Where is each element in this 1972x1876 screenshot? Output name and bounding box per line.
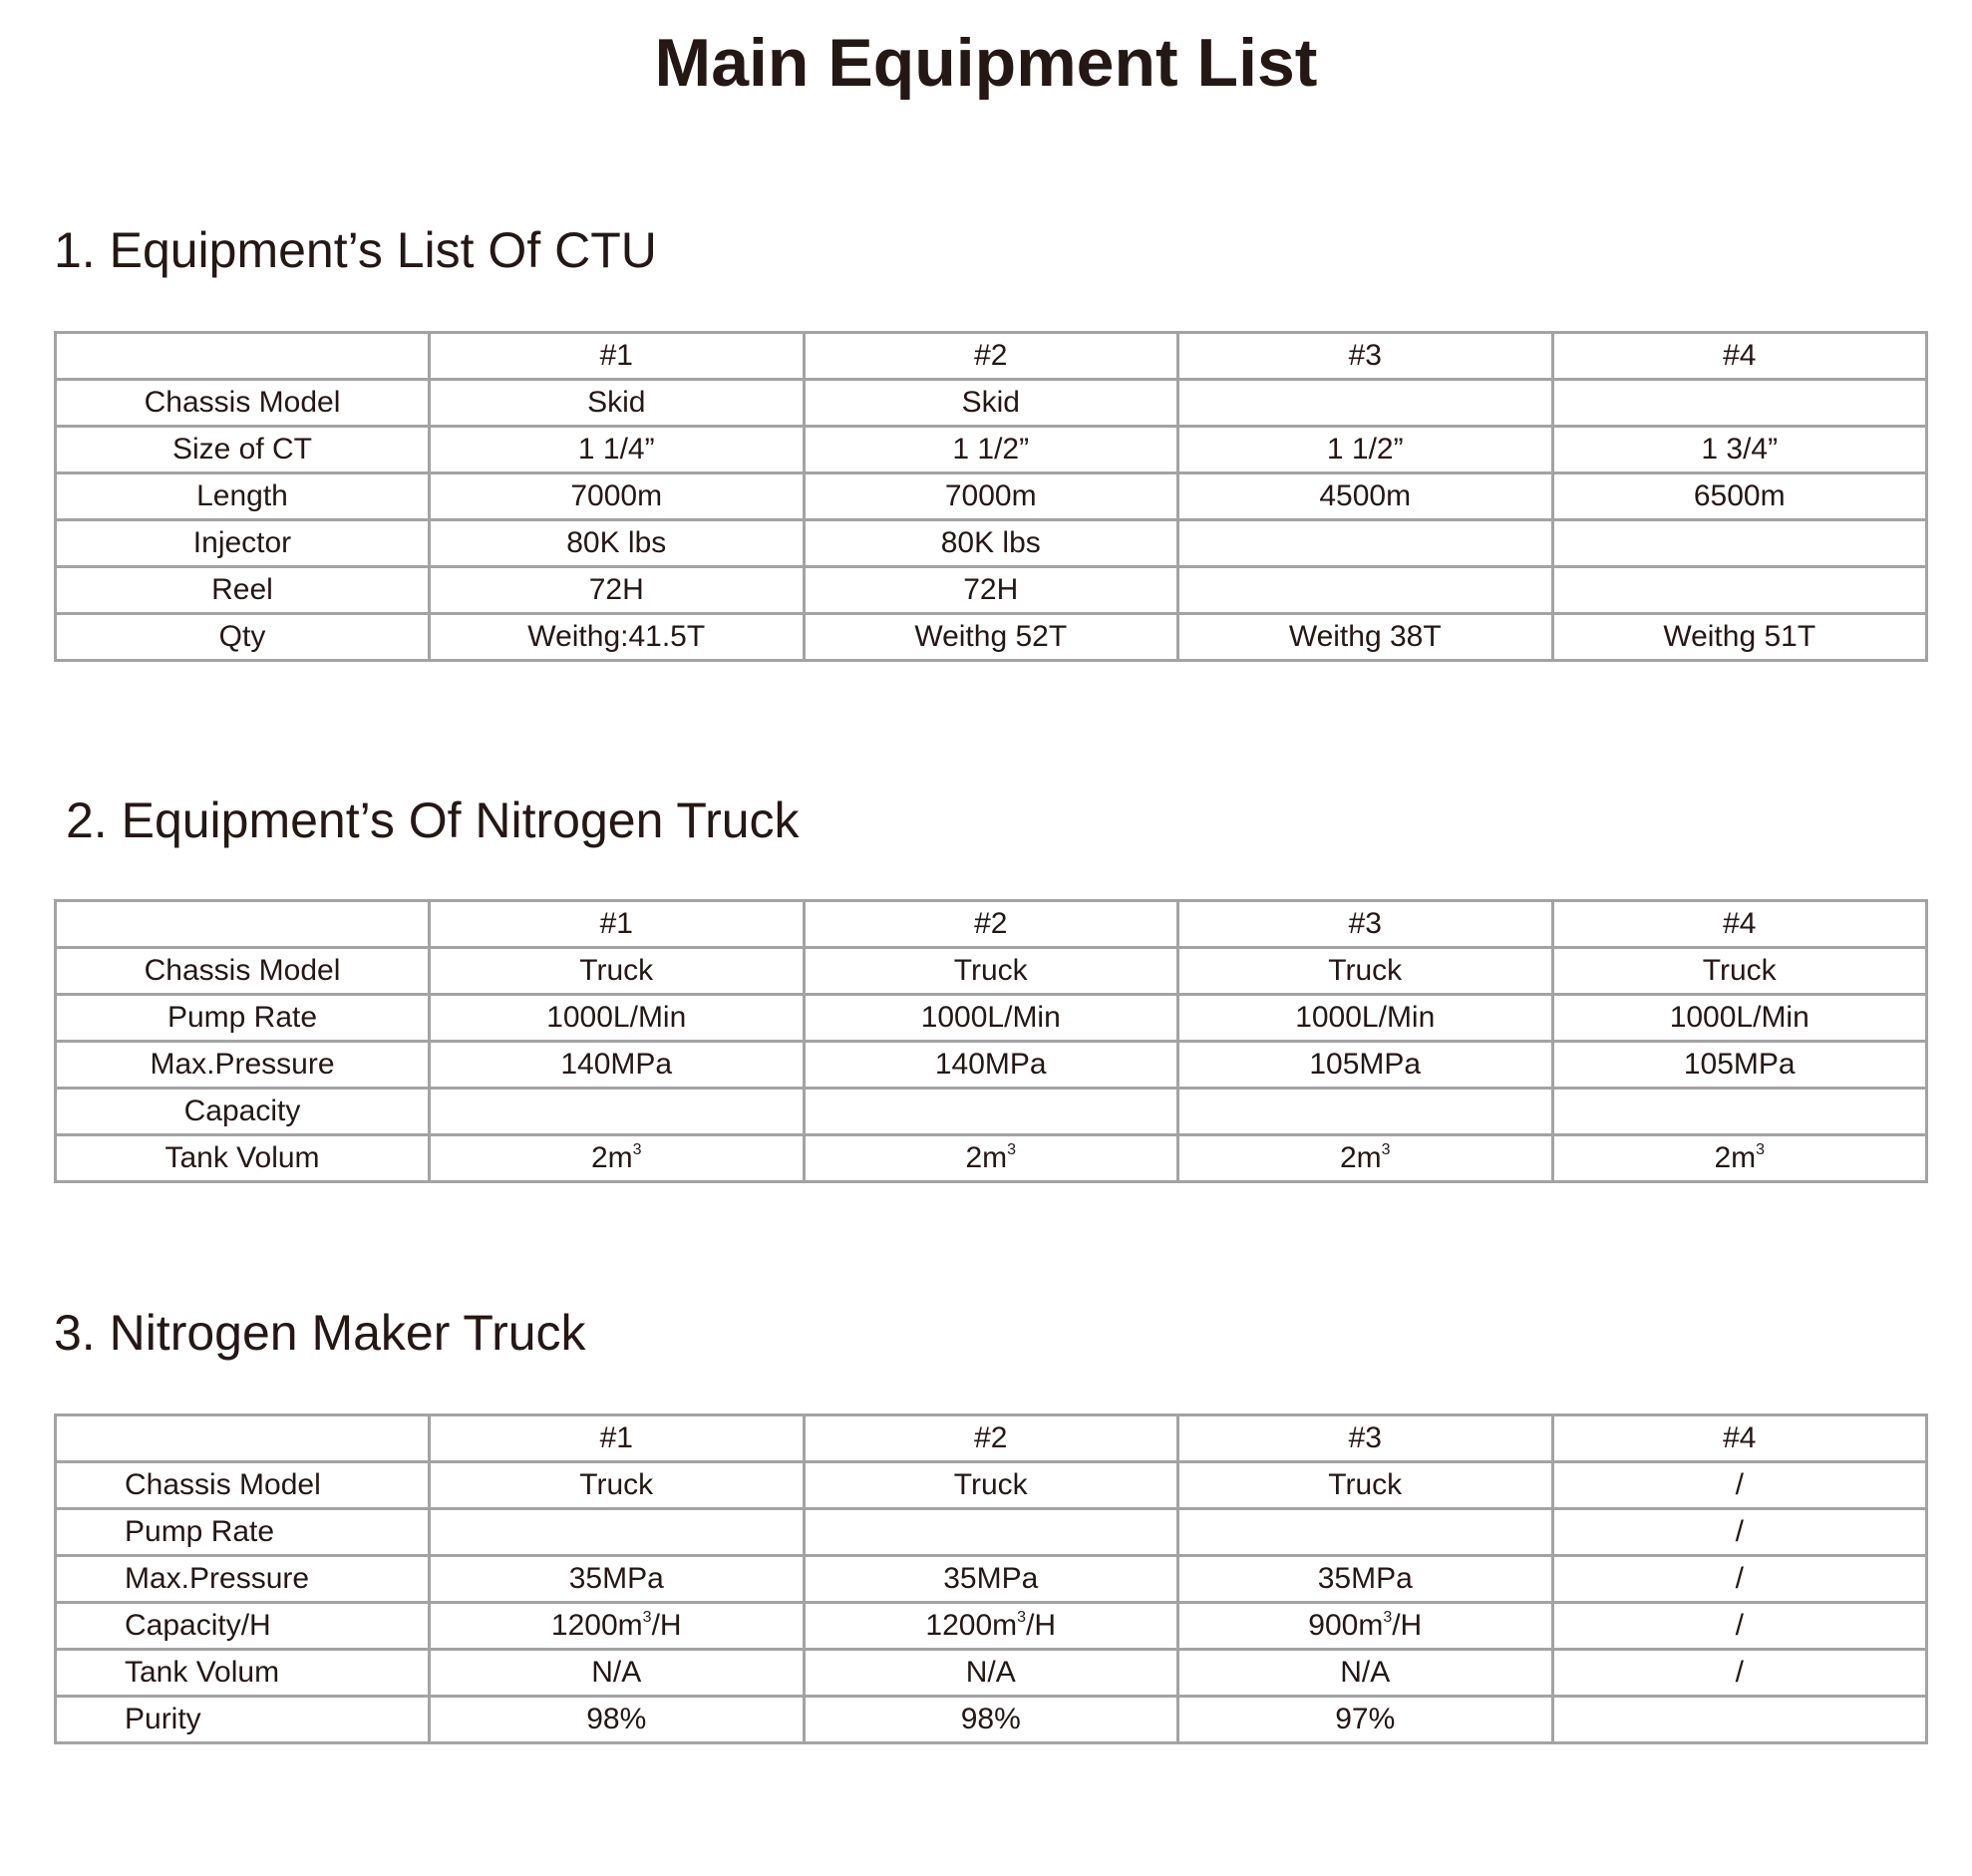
table-cell: 1000L/Min	[804, 995, 1178, 1042]
value-unit-tail: /H	[651, 1609, 682, 1642]
row-label: Chassis Model	[56, 948, 430, 995]
table-cell: 80K lbs	[804, 520, 1178, 567]
table-cell: 98%	[430, 1697, 805, 1743]
table-cell: 7000m	[804, 473, 1178, 520]
table-cell	[430, 1135, 805, 1182]
table-cell	[804, 1603, 1178, 1650]
section-title-nitrogen-truck: 2. Equipment’s Of Nitrogen Truck	[66, 792, 800, 848]
table-cell: Skid	[804, 380, 1178, 427]
table-cell: 97%	[1178, 1697, 1553, 1743]
unit-superscript: 3	[1017, 1609, 1027, 1626]
table-row	[56, 520, 1927, 567]
table-cell: 4500m	[1178, 473, 1553, 520]
table-cell: 35MPa	[430, 1556, 805, 1603]
table-cell: N/A	[804, 1650, 1178, 1697]
table-cell	[1178, 1509, 1553, 1556]
table-header-row	[56, 333, 1927, 380]
table-cell: 1 3/4”	[1552, 427, 1927, 473]
table-cell: Weithg:41.5T	[430, 614, 805, 661]
row-label: Purity	[56, 1697, 430, 1743]
column-header: #1	[430, 333, 805, 380]
column-header: #3	[1178, 901, 1553, 948]
table-cell: 1 1/4”	[430, 427, 805, 473]
section-title-nitrogen-maker-truck: 3. Nitrogen Maker Truck	[54, 1305, 586, 1361]
table-cell: 35MPa	[804, 1556, 1178, 1603]
table-row	[56, 1603, 1927, 1650]
table-cell	[1552, 567, 1927, 614]
table-header-row	[56, 1415, 1927, 1462]
table-row	[56, 380, 1927, 427]
table-row	[56, 427, 1927, 473]
value-unit-tail: /H	[1026, 1609, 1057, 1642]
row-label: Max.Pressure	[56, 1042, 430, 1089]
table-cell: /	[1552, 1462, 1927, 1509]
unit-superscript: 3	[1007, 1141, 1017, 1158]
header-corner-cell	[56, 333, 430, 380]
table-cell: 6500m	[1552, 473, 1927, 520]
column-header: #4	[1552, 1415, 1927, 1462]
table-cell: 35MPa	[1178, 1556, 1553, 1603]
row-label: Tank Volum	[56, 1135, 430, 1182]
table-cell: 105MPa	[1178, 1042, 1553, 1089]
column-header: #1	[430, 1415, 805, 1462]
row-label: Max.Pressure	[56, 1556, 430, 1603]
header-corner-cell	[56, 901, 430, 948]
table-cell: 1000L/Min	[1178, 995, 1553, 1042]
value-base: 2m	[1714, 1141, 1757, 1174]
section-title-ctu: 1. Equipment’s List Of CTU	[54, 222, 657, 278]
table-cell: Truck	[430, 1462, 805, 1509]
table-cell	[1178, 567, 1553, 614]
table-cell: /	[1552, 1556, 1927, 1603]
table-row	[56, 995, 1927, 1042]
table-cell: 1000L/Min	[1552, 995, 1927, 1042]
table-cell: 72H	[804, 567, 1178, 614]
column-header: #2	[804, 901, 1178, 948]
column-header: #2	[804, 1415, 1178, 1462]
row-label: Chassis Model	[56, 1462, 430, 1509]
row-label: Qty	[56, 614, 430, 661]
table-cell	[1178, 1089, 1553, 1135]
table-cell	[430, 1509, 805, 1556]
table-cell: Truck	[804, 1462, 1178, 1509]
row-label: Reel	[56, 567, 430, 614]
table-row	[56, 1509, 1927, 1556]
table-cell: Truck	[1552, 948, 1927, 995]
table-cell	[430, 1089, 805, 1135]
row-label: Capacity	[56, 1089, 430, 1135]
table-row	[56, 1650, 1927, 1697]
header-corner-cell	[56, 1415, 430, 1462]
table-cell	[430, 1603, 805, 1650]
row-label: Injector	[56, 520, 430, 567]
row-label: Length	[56, 473, 430, 520]
value-base: 1200m	[925, 1609, 1018, 1642]
table-cell: Truck	[1178, 1462, 1553, 1509]
table-header-row	[56, 901, 1927, 948]
table-cell	[804, 1135, 1178, 1182]
table-cell: 140MPa	[804, 1042, 1178, 1089]
table-row	[56, 1462, 1927, 1509]
table-cell	[804, 1089, 1178, 1135]
table-cell: Weithg 38T	[1178, 614, 1553, 661]
unit-superscript: 3	[632, 1141, 642, 1158]
row-label: Tank Volum	[56, 1650, 430, 1697]
table-row	[56, 567, 1927, 614]
row-label: Pump Rate	[56, 1509, 430, 1556]
table-cell: 1 1/2”	[804, 427, 1178, 473]
nitrogen-maker-truck-table	[54, 1413, 1928, 1744]
unit-superscript: 3	[642, 1609, 652, 1626]
table-cell: 7000m	[430, 473, 805, 520]
table-cell	[1552, 520, 1927, 567]
table-cell: N/A	[430, 1650, 805, 1697]
unit-superscript: 3	[1381, 1141, 1391, 1158]
table-cell	[804, 1509, 1178, 1556]
column-header: #2	[804, 333, 1178, 380]
table-cell: 72H	[430, 567, 805, 614]
table-cell: N/A	[1178, 1650, 1553, 1697]
table-cell: Skid	[430, 380, 805, 427]
table-row	[56, 473, 1927, 520]
row-label: Pump Rate	[56, 995, 430, 1042]
table-cell	[1552, 1697, 1927, 1743]
table-cell	[1178, 1603, 1553, 1650]
table-cell: 140MPa	[430, 1042, 805, 1089]
table-cell: 1 1/2”	[1178, 427, 1553, 473]
row-label: Capacity/H	[56, 1603, 430, 1650]
value-base: 2m	[965, 1141, 1008, 1174]
unit-superscript: 3	[1383, 1609, 1393, 1626]
table-row	[56, 1135, 1927, 1182]
table-row	[56, 1697, 1927, 1743]
table-row	[56, 1556, 1927, 1603]
table-cell: 105MPa	[1552, 1042, 1927, 1089]
table-row	[56, 614, 1927, 661]
value-base: 2m	[590, 1141, 633, 1174]
value-unit-tail: /H	[1392, 1609, 1423, 1642]
value-base: 1200m	[550, 1609, 643, 1642]
table-cell	[1178, 520, 1553, 567]
table-cell: 80K lbs	[430, 520, 805, 567]
table-cell: Weithg 52T	[804, 614, 1178, 661]
value-base: 2m	[1339, 1141, 1382, 1174]
page-title: Main Equipment List	[654, 25, 1318, 101]
table-cell: Truck	[430, 948, 805, 995]
table-cell: /	[1552, 1509, 1927, 1556]
table-cell: 1000L/Min	[430, 995, 805, 1042]
table-cell: Truck	[804, 948, 1178, 995]
table-row	[56, 1089, 1927, 1135]
table-cell: /	[1552, 1603, 1927, 1650]
table-cell: 98%	[804, 1697, 1178, 1743]
table-cell	[1178, 380, 1553, 427]
table-cell: /	[1552, 1650, 1927, 1697]
column-header: #4	[1552, 901, 1927, 948]
table-cell	[1552, 380, 1927, 427]
table-cell: Truck	[1178, 948, 1553, 995]
column-header: #3	[1178, 1415, 1553, 1462]
table-cell: Weithg 51T	[1552, 614, 1927, 661]
column-header: #1	[430, 901, 805, 948]
unit-superscript: 3	[1756, 1141, 1766, 1158]
value-base: 900m	[1308, 1609, 1384, 1642]
ctu-equipment-table	[54, 331, 1928, 662]
table-cell	[1552, 1089, 1927, 1135]
column-header: #4	[1552, 333, 1927, 380]
nitrogen-truck-table	[54, 899, 1928, 1183]
row-label: Chassis Model	[56, 380, 430, 427]
row-label: Size of CT	[56, 427, 430, 473]
column-header: #3	[1178, 333, 1553, 380]
table-cell	[1552, 1135, 1927, 1182]
table-row	[56, 948, 1927, 995]
table-row	[56, 1042, 1927, 1089]
table-cell	[1178, 1135, 1553, 1182]
